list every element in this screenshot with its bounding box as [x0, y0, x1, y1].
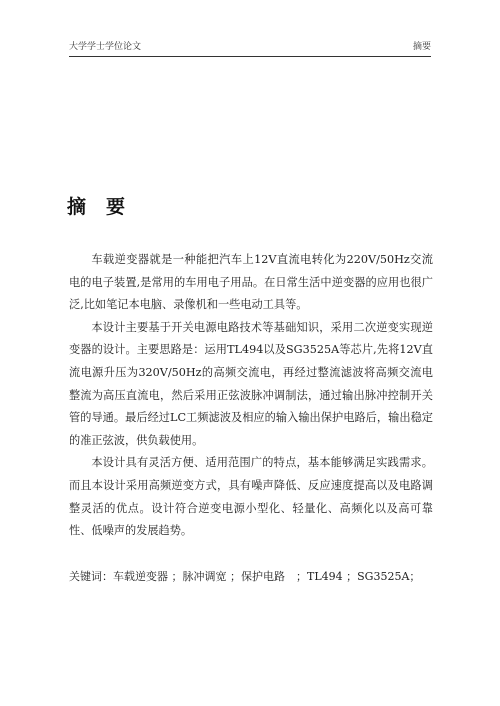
header-section-name: 摘要: [412, 42, 431, 52]
abstract-paragraph-3: 本设计具有灵活方便、适用范围广的特点，基本能够满足实践需求。而且本设计采用高频逆变方式，具有噪声降低、反应速度提高以及电路调整灵活的优点。设计符合逆变电源小型化、轻量化、高频化以及高可靠性、低噪声的发展趋势。: [69, 456, 433, 538]
abstract-body: [69, 249, 433, 543]
keywords-line: 关键词：车载逆变器 ；脉冲调宽 ；保护电路 ；TL494 ；SG3525A；: [69, 570, 421, 583]
header-thesis-type: 大学学士学位论文: [69, 42, 142, 52]
abstract-paragraph-2: 本设计主要基于开关电源电路技术等基础知识，采用二次逆变实现逆变器的设计。主要思路是：运用TL494以及SG3525A等芯片,先将12V直流电源升压为320V/50Hz的高频交流电，再经过整流滤波将高频交流电整流为高压直流电，然后采用正弦波脉冲调制法，通过输出脉冲控制开关管的导通。最后经过LC工频滤波及相应的输入输出保护电路后，输出稳定的准正弦波，供负载使用。: [69, 320, 433, 447]
abstract-title: 摘要: [67, 196, 146, 218]
header-rule: [69, 56, 431, 57]
abstract-paragraph-1: 车载逆变器就是一种能把汽车上12V直流电转化为220V/50Hz交流电的电子装置,是常用的车用电子用品。在日常生活中逆变器的应用也很广泛,比如笔记本电脑、录像机和一些电动工具等。: [69, 253, 433, 312]
running-header: [69, 40, 431, 54]
